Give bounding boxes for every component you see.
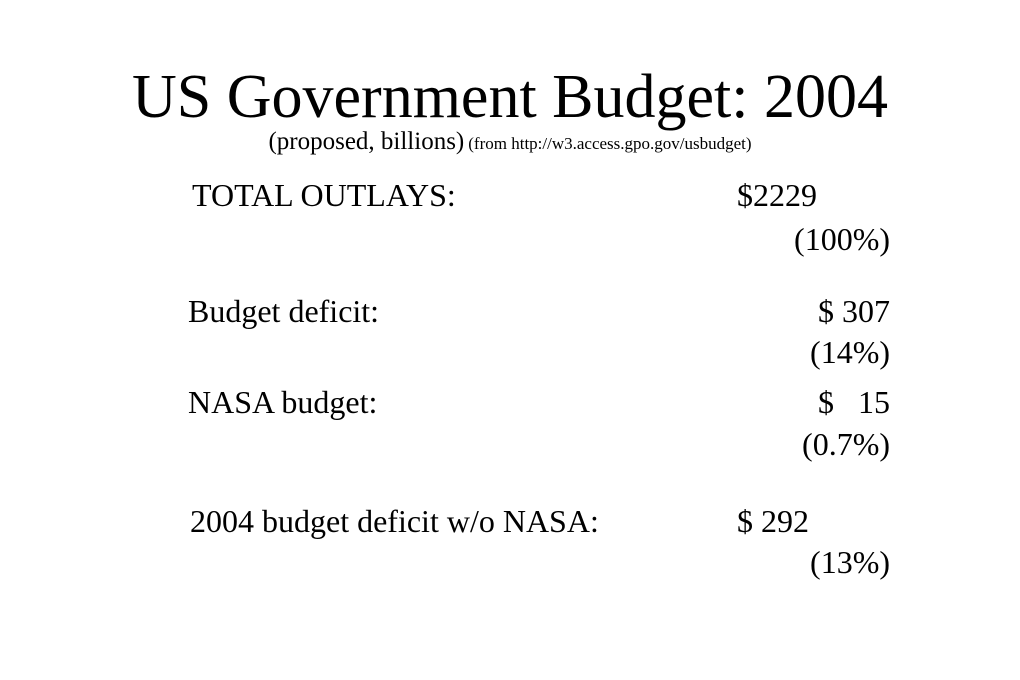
budget-deficit-label: Budget deficit:: [188, 293, 380, 329]
total-outlays-percent: (100%): [794, 221, 890, 257]
deficit-without-nasa-amount: $ 292: [737, 503, 809, 539]
nasa-budget-percent: (0.7%): [802, 426, 890, 462]
nasa-budget-amount: $ 15: [818, 384, 890, 420]
deficit-without-nasa-percent: (13%): [810, 544, 890, 580]
slide-title: US Government Budget: 2004: [132, 63, 888, 131]
total-outlays-amount: $2229: [737, 177, 817, 213]
nasa-budget-label: NASA budget:: [188, 384, 378, 420]
deficit-without-nasa-label: 2004 budget deficit w/o NASA:: [190, 503, 599, 539]
budget-deficit-amount: $ 307: [818, 293, 890, 329]
slide-subtitle: [0, 128, 1020, 156]
budget-deficit-percent: (14%): [810, 334, 890, 370]
subtitle-source: (from http://w3.access.gpo.gov/usbudget): [468, 134, 752, 153]
subtitle-main: (proposed, billions): [268, 128, 465, 155]
total-outlays-label: TOTAL OUTLAYS:: [192, 177, 456, 213]
